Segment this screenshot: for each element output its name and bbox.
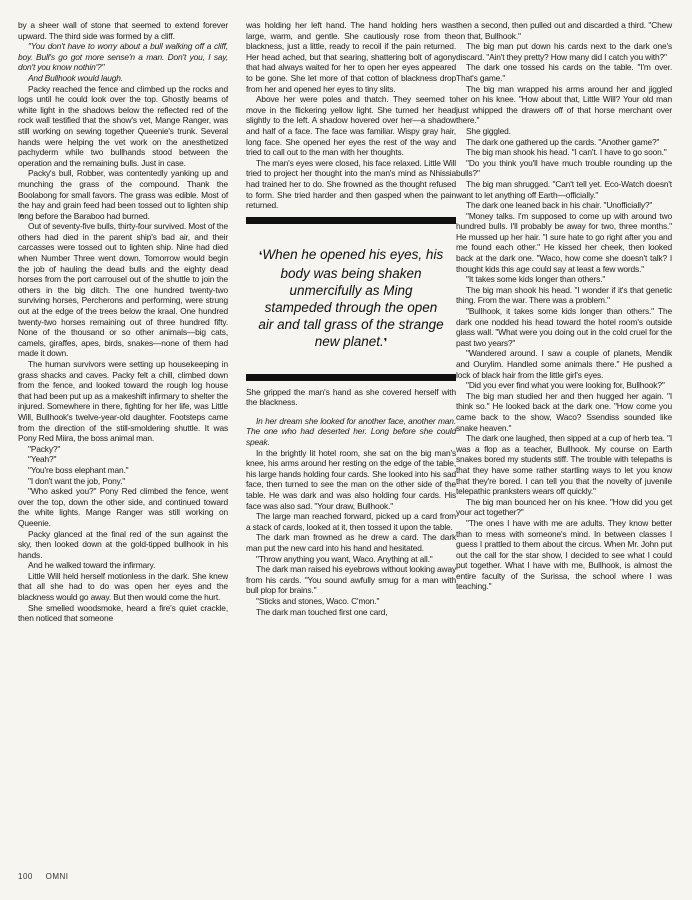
paragraph: The big man put down his cards next to the dark one's discard. "Ain't they pretty? How many did I catch you with?" — [456, 41, 672, 62]
paragraph: was holding her left hand. The hand holding hers was large, warm, and gentle. She cautiously rose from the blackness, just a little, ready to recoil if the pain returned. Her head ached, but that searing, shattering bolt of agony that had always waited for her to open her eyes appeared to be gone. She let more of that cotton of blackness drop from her and opened her eyes to tiny slits. — [246, 20, 456, 94]
paragraph: "You don't have to worry about a bull walking off a cliff, boy. Bull's go got more sense'n a man. Don't you, I say, don't you know nothin'?" — [18, 41, 228, 73]
page-footer — [18, 872, 78, 881]
paragraph: In the brightly lit hotel room, she sat on the big man's knee, his arms around her resting on the edge of the table, his large hands holding four cards. She looked into his sad face, then turned to see the man on the other side of the table. He was dark and was also holding four cards. His face was also sad. "Your draw, Bullhook." — [246, 447, 456, 511]
paragraph: "Packy?" — [28, 443, 61, 454]
column-3 — [456, 20, 672, 592]
column-1 — [18, 20, 228, 624]
paragraph: "Do you think you'll have much trouble rounding up the bulls?" — [456, 157, 672, 179]
paragraph: The big man bounced her on his knee. "How did you get your act together?" — [456, 496, 672, 518]
paragraph: In her dream she looked for another face, another man. The one who had deserted her. Long before she could speak. — [246, 415, 456, 448]
paragraph: "Wandered around. I saw a couple of planets, Mendik and Ourylim. Handled some animals there." He pushed a lock of black hair from the little girl's eyes. — [456, 348, 672, 380]
paragraph: The man's eyes were closed, his face relaxed. Little Will tried to project her thought into the man's mind as Nhissia had trained her to do. She frowned as the thought refused to form. She tried harder and then gasped when the pain returned. — [246, 157, 456, 211]
paragraph: The dark one gathered up the cards. "Another game?" — [466, 136, 660, 147]
paragraph: "Bullhook, it takes some kids longer than others." The dark one nodded his head toward the hotel room's outside glass wall. "What were you doing out in the cold cruel for the past two years?" — [456, 306, 672, 348]
pull-quote — [246, 217, 456, 381]
paragraph: "The ones I have with me are adults. They know better than to mess with someone's mind. In between classes I guess I prattled to them about the circus. When Mr. John put out the call for the star show, I decided to see what I could put together. What I have with me, Bullhook, is almost the entire faculty of the Surissa, the school where I was teaching." — [456, 517, 672, 592]
paragraph: Packy's bull, Robber, was contentedly yanking up and munching the grass of the compound. Thank the Boolabong for small favors. The grass was edible. Most of the hay and grain feed had been tossed out to lighten ship long before the Baraboo had burned. — [18, 168, 228, 221]
page-number: 100 — [18, 872, 33, 881]
paragraph: "Throw anything you want, Waco. Anything at all." — [256, 553, 433, 564]
paragraph: She gripped the man's hand as she covered herself with the blackness. — [246, 386, 456, 408]
paragraph: Out of seventy-five bulls, thirty-four survived. Most of the others had died in the parent ship's bad air, and their carcasses were tossed out to lighten ship. Nine had died when Number Three went down. Tomorrow would begin the job of hauling the dead bulls and the eighty dead horses from the port carrousel out of the shuttle to join the others in the big ditch. The one hundred twenty-two surviving horses, Percherons and performing, were strung out at the edge of the trees below the kraal. One hundred twenty-two horses remaining out of three hundred fifty. None of the thousand or so other animals—big cats, camels, giraffes, apes, birds, snakes—none of them had made it down. — [18, 221, 228, 359]
paragraph: "It takes some kids longer than others." — [466, 274, 606, 285]
paragraph: The dark one leaned back in his chair. "Unofficially?" — [466, 200, 653, 211]
paragraph: The big man wrapped his arms around her and jiggled her on his knee. "How about that, Little Will? Your old man just whipped the drawers off of that horse merchant over there." — [456, 83, 672, 126]
paragraph: "I don't want the job, Pony." — [28, 475, 126, 486]
paragraph: And Bullhook would laugh. — [28, 72, 123, 83]
paragraph: by a sheer wall of stone that seemed to extend forever upward. The third side was formed by a cliff. — [18, 20, 228, 41]
column-2-top-text — [246, 20, 456, 211]
paragraph: And he walked toward the infirmary. — [28, 560, 156, 571]
paragraph: The dark man touched first one card, — [256, 606, 388, 617]
paragraph: Packy glanced at the final red of the sun against the sky, then looked down at the gold-tipped bullhook in his hands. — [18, 528, 228, 560]
paragraph: The big man shrugged. "Can't tell yet. Eco-Watch doesn't want to let anything off Earth—officially." — [456, 178, 672, 200]
paragraph: "Did you ever find what you were looking for, Bullhook?" — [466, 380, 665, 391]
paragraph: The big man studied her and then hugged her again. "I think so." He looked back at the dark one. "How come you came back to the show, Waco? Ssendiss sounded like snake heaven." — [456, 390, 672, 433]
paragraph: "Money talks. I'm supposed to come up with around two hundred bulls. I'll probably be away for two, three months." He mussed up her hair. "I sure hate to go right after you and me found each other." He kissed her cheek, then looked back at the dark one. "Waco, how come she doesn't talk? I thought kids this age could say at least a few words." — [456, 210, 672, 274]
column-2-bottom-text — [246, 387, 456, 617]
paragraph: The human survivors were setting up housekeeping in grass shacks and caves. Packy felt a chill, climbed down from the fence, and looked toward the rough log house that had been put up as a makeshift infirmary to shelter the injured. Somewhere in there, fighting for her life, was Little Will, Bullhook's twelve-year-old daughter. Footsteps came from the direction of the still-smoldering shuttle. It was Pony Red Miira, the boss animal man. — [18, 359, 228, 444]
paragraph: then a second, then pulled out and discarded a third. "Chew on that, Bullhook." — [456, 20, 672, 41]
magazine-name: OMNI — [45, 872, 69, 881]
open-quote-mark-icon: ❛ — [258, 249, 263, 262]
paragraph: The dark man raised his eyebrows without looking away from his cards. "You sound awfully smug for a man with bull plop for brains." — [246, 564, 456, 596]
paragraph: She smelled woodsmoke, heard a fire's quiet crackle, then noticed that someone — [18, 602, 228, 624]
column-2 — [246, 20, 456, 617]
pull-quote-body: When he opened his eyes, his body was being shaken unmercifully as Ming stampeded through the open air and tall grass of the strange new planet. — [258, 246, 444, 349]
paragraph: The dark one tossed his cards on the table. "I'm over. That's game." — [456, 62, 672, 83]
paragraph: The large man reached forward, picked up a card from a stack of cards, looked at it, then tossed it upon the table. — [246, 511, 456, 532]
paragraph: "Sticks and stones, Waco. C'mon." — [256, 595, 380, 606]
pull-quote-text — [258, 246, 444, 352]
paragraph: "Who asked you?" Pony Red climbed the fence, went over the top, down the other side, and continued toward the white lights. Mange Ranger was still working on Queenie. — [18, 486, 228, 528]
paragraph: The big man shook his head. "I can't. I have to go soon." — [466, 147, 667, 158]
paragraph: "You're boss elephant man." — [28, 464, 129, 475]
paragraph: "Yeah?" — [28, 454, 57, 465]
paragraph: The dark man frowned as he drew a card. The dark man put the new card into his hand and hesitated. — [246, 532, 456, 553]
paragraph: The big man shook his head. "I wonder if it's that genetic thing. From the war. There was a problem." — [456, 284, 672, 306]
paragraph: Little Will held herself motionless in the dark. She knew that all she had to do was open her eyes and the blackness would go away. But then would come the hurt. — [18, 570, 228, 603]
paragraph: She giggled. — [466, 125, 511, 136]
paragraph: Above her were poles and thatch. They seemed to move in the flickering yellow light. She turned her head slightly to the left. A shadow hovered over her—a shadow and half of a face. The face was familiar. Wispy gray hair, long face. She opened her eyes the rest of the way and tried to call out to the man with her thoughts. — [246, 94, 456, 158]
paragraph: The dark one laughed, then sipped at a cup of herb tea. "I was a flop as a teacher, Bullhook. My course on Earth snakes bored my students stiff. The trouble with telepaths is that they have some rather startling ways to let you know that they're bored. I can tell you that the novelty of juvenile telepathic pranksters wears off quickly." — [456, 433, 672, 497]
close-quote-mark-icon: ❜ — [383, 336, 388, 349]
paragraph: Packy reached the fence and climbed up the rocks and logs until he could look over the top. Ghostly beams of white light in the shadows below the reflected red of the rock wall testified that the show's vet, Mange Ranger, was still working on sewing together Queenie's trunk. Several hands were helping the vet work on the anesthetized pachyderm while two bullhands stood between the operation and the remaining bulls. Just in case. — [18, 83, 228, 168]
